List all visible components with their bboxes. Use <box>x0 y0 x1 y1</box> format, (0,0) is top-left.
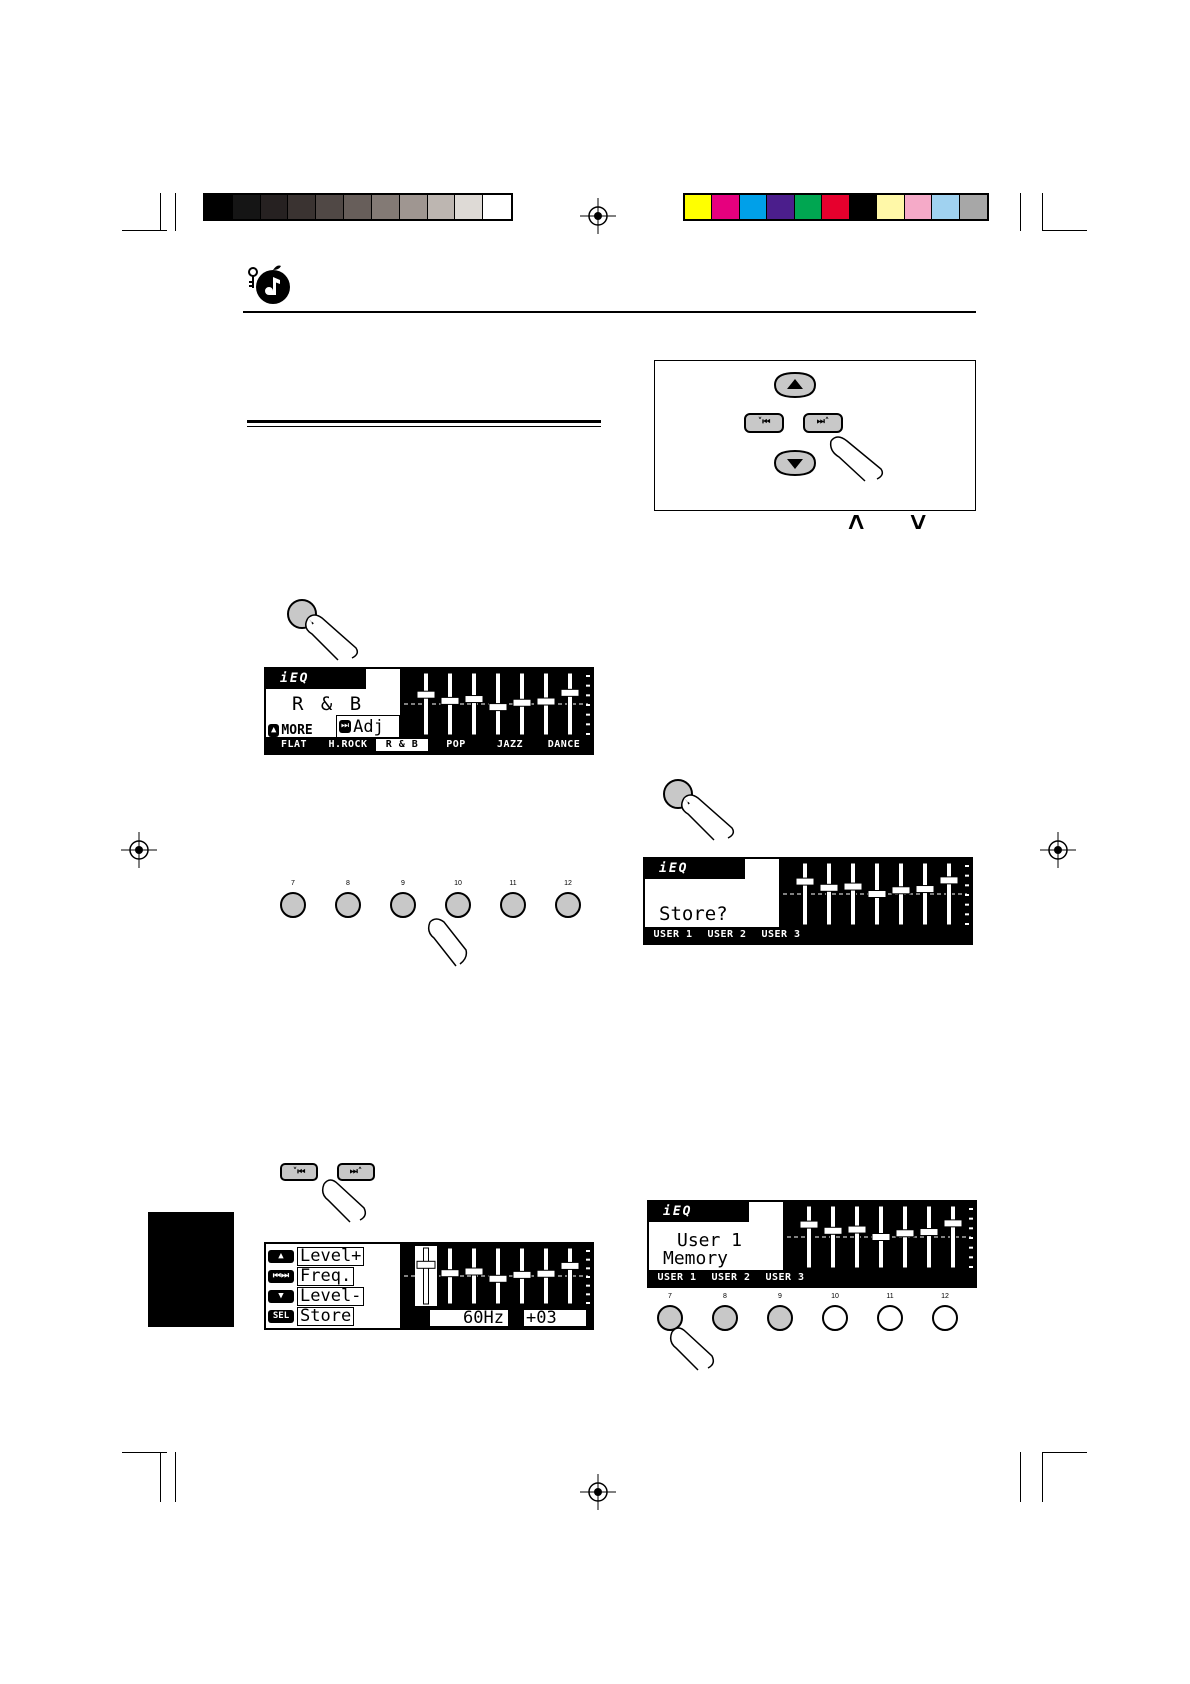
crop-mark <box>1042 1452 1087 1453</box>
color-patch <box>288 195 316 219</box>
level-value: +03 <box>524 1310 586 1326</box>
eq-slider-track <box>807 1206 812 1268</box>
eq-slider-graph <box>400 1244 592 1308</box>
eq-slider-knob <box>417 1261 435 1268</box>
color-patch <box>767 195 794 219</box>
eq-slider-knob <box>537 1270 555 1277</box>
eq-slider-knob <box>848 1226 866 1233</box>
adjust-menu-row <box>268 1306 354 1326</box>
color-patch <box>455 195 483 219</box>
preset-number-label: 12 <box>564 880 572 887</box>
header-rule <box>243 311 976 313</box>
tab-jazz: JAZZ <box>496 739 524 750</box>
crop-mark <box>175 1452 176 1502</box>
eq-slider-knob <box>940 877 958 884</box>
down-skip-back-button[interactable]: ˅⏮ <box>744 413 784 433</box>
pointing-finger-icon <box>320 1178 370 1224</box>
crop-mark <box>160 1452 161 1502</box>
preset-button-10[interactable] <box>445 892 471 918</box>
eq-scale-tick <box>586 1259 590 1261</box>
registration-target-icon <box>580 198 616 234</box>
ieq-badge: iEQ <box>645 859 745 879</box>
ieq-badge: iEQ <box>266 669 366 689</box>
skip-key-icon: ⏭ <box>341 721 350 731</box>
color-patch <box>795 195 822 219</box>
registration-target-icon <box>1040 832 1076 868</box>
eq-slider-knob <box>441 1270 459 1277</box>
eq-scale-tick <box>586 1276 590 1278</box>
eq-slider-knob <box>800 1221 818 1228</box>
adjust-menu-label: Store <box>297 1307 354 1326</box>
eq-scale-tick <box>586 1293 590 1295</box>
color-patch <box>483 195 511 219</box>
freq-value: 60Hz <box>430 1310 508 1326</box>
eq-scale-tick <box>586 704 590 706</box>
pointing-finger-icon <box>426 918 470 968</box>
up-skip-forward-button[interactable]: ⏭˄ <box>337 1163 375 1181</box>
eq-slider-track <box>851 863 856 925</box>
color-patch <box>905 195 932 219</box>
preset-number-label: 12 <box>941 1293 949 1300</box>
adj-label: Adj <box>353 716 384 737</box>
eq-slider-track <box>568 673 573 735</box>
store-prompt: Store? <box>659 903 728 925</box>
preset-button-12[interactable] <box>932 1305 958 1331</box>
crop-mark <box>1042 230 1087 231</box>
tab-empty <box>867 1270 919 1286</box>
user-tab-bar <box>649 1270 975 1286</box>
preset-button-8[interactable] <box>335 892 361 918</box>
memory-line-1: User 1 <box>677 1230 743 1251</box>
up-skip-forward-button[interactable]: ⏭˄ <box>803 413 843 433</box>
eq-scale-tick <box>969 1237 973 1239</box>
tab-r-b: R & B <box>376 739 428 751</box>
eq-scale-tick <box>969 1266 973 1268</box>
language-side-tab <box>148 1212 234 1327</box>
eq-preset-display <box>264 667 594 755</box>
eq-slider-track <box>923 863 928 925</box>
user-tab-bar <box>645 927 971 943</box>
color-patch <box>932 195 959 219</box>
adjust-readout <box>400 1308 592 1328</box>
eq-scale-tick <box>965 865 969 867</box>
tab-pop: POP <box>446 739 466 750</box>
eq-slider-track <box>424 1248 429 1304</box>
eq-slider-track <box>855 1206 860 1268</box>
press-button-icon <box>660 776 740 842</box>
eq-slider-knob <box>465 696 483 703</box>
tab-flat: FLAT <box>280 739 308 750</box>
up-key-icon: ▲ <box>268 724 279 737</box>
up-arrow-glyph: ˄ <box>848 507 865 538</box>
eq-slider-knob <box>920 1229 938 1236</box>
color-patch <box>960 195 987 219</box>
eq-slider-track <box>831 1206 836 1268</box>
eq-scale-tick <box>586 1267 590 1269</box>
eq-slider-knob <box>441 697 459 704</box>
crop-mark <box>1042 1452 1043 1502</box>
tab-user-1: USER 1 <box>657 1272 697 1283</box>
eq-slider-knob <box>896 1230 914 1237</box>
press-button-icon <box>284 596 364 662</box>
adj-key <box>336 715 400 737</box>
tab-dance: DANCE <box>547 739 581 750</box>
up-button-icon[interactable] <box>771 369 819 401</box>
eq-slider-knob <box>489 704 507 711</box>
eq-scale-tick <box>969 1208 973 1210</box>
eq-scale-tick <box>586 694 590 696</box>
preset-button-12[interactable] <box>555 892 581 918</box>
eq-slider-knob <box>916 886 934 893</box>
grayscale-calibration-strip <box>203 193 513 221</box>
tab-empty <box>921 1270 973 1286</box>
eq-scale-tick <box>586 723 590 725</box>
adjust-menu-row <box>268 1266 354 1286</box>
tab-empty <box>917 927 969 943</box>
preset-number-label: 9 <box>401 880 405 887</box>
adjust-menu-row <box>268 1286 364 1306</box>
color-patch <box>400 195 428 219</box>
preset-button-9[interactable] <box>767 1305 793 1331</box>
adjust-menu <box>268 1246 394 1328</box>
eq-scale-tick <box>969 1247 973 1249</box>
color-patch <box>344 195 372 219</box>
eq-scale-tick <box>965 884 969 886</box>
color-patch <box>428 195 456 219</box>
tab-empty <box>863 927 915 943</box>
eq-slider-track <box>947 863 952 925</box>
preset-number-label: 8 <box>723 1293 727 1300</box>
eq-store-display <box>643 857 973 945</box>
preset-number-label: 9 <box>778 1293 782 1300</box>
adjust-menu-label: Freq. <box>297 1267 354 1286</box>
adjust-menu-label: Level- <box>297 1287 364 1306</box>
eq-slider-knob <box>944 1220 962 1227</box>
color-patch <box>372 195 400 219</box>
crop-mark <box>1042 193 1043 231</box>
eq-slider-knob <box>892 887 910 894</box>
eq-scale-tick <box>586 675 590 677</box>
crop-mark <box>175 193 176 231</box>
tab-empty <box>813 1270 865 1286</box>
eq-scale-tick <box>965 875 969 877</box>
eq-slider-track <box>951 1206 956 1268</box>
section-rule <box>247 420 601 423</box>
eq-slider-track <box>424 673 429 735</box>
crop-mark <box>1020 193 1021 231</box>
key-icon: ▼ <box>268 1290 294 1303</box>
eq-slider-track <box>803 863 808 925</box>
eq-slider-knob <box>868 891 886 898</box>
eq-slider-track <box>472 1248 477 1304</box>
tab-user-3: USER 3 <box>761 929 801 940</box>
pointing-finger-icon <box>668 1326 718 1372</box>
eq-slider-knob <box>513 699 531 706</box>
section-rule <box>247 426 601 427</box>
eq-slider-knob <box>417 691 435 698</box>
eq-slider-track <box>472 673 477 735</box>
tab-user-3: USER 3 <box>765 1272 805 1283</box>
eq-slider-graph <box>779 859 971 929</box>
eq-scale-tick <box>965 913 969 915</box>
color-patch <box>850 195 877 219</box>
eq-slider-track <box>827 863 832 925</box>
tab-user-2: USER 2 <box>707 929 747 940</box>
eq-scale-tick <box>969 1256 973 1258</box>
preset-tab-bar <box>266 737 592 753</box>
preset-button-9[interactable] <box>390 892 416 918</box>
eq-slider-knob <box>561 1262 579 1269</box>
adjust-menu-label: Level+ <box>297 1247 364 1266</box>
key-icon: ⏮⏭ <box>268 1270 294 1283</box>
color-patch <box>877 195 904 219</box>
eq-adjust-display <box>264 1242 594 1330</box>
down-button-icon[interactable] <box>771 447 819 479</box>
sound-settings-icon <box>243 262 295 306</box>
color-calibration-strip <box>683 193 989 221</box>
eq-slider-graph <box>783 1202 975 1272</box>
color-patch <box>233 195 261 219</box>
registration-target-icon <box>121 832 157 868</box>
color-patch <box>740 195 767 219</box>
key-icon: SEL <box>268 1310 294 1323</box>
eq-scale-tick <box>969 1218 973 1220</box>
eq-slider-knob <box>796 878 814 885</box>
eq-slider-knob <box>513 1271 531 1278</box>
preset-number-label: 10 <box>831 1293 839 1300</box>
down-skip-back-button[interactable]: ˅⏮ <box>280 1163 318 1181</box>
eq-scale-tick <box>965 894 969 896</box>
ieq-badge: iEQ <box>649 1202 749 1222</box>
preset-button-7[interactable] <box>280 892 306 918</box>
eq-slider-knob <box>489 1275 507 1282</box>
eq-slider-track <box>568 1248 573 1304</box>
eq-scale-tick <box>586 1250 590 1252</box>
preset-name: R & B <box>292 693 365 715</box>
eq-scale-tick <box>586 1285 590 1287</box>
eq-slider-knob <box>820 884 838 891</box>
eq-scale-tick <box>586 733 590 735</box>
eq-scale-tick <box>965 923 969 925</box>
eq-slider-knob <box>561 689 579 696</box>
tab-user-1: USER 1 <box>653 929 693 940</box>
tab-empty <box>809 927 861 943</box>
down-arrow-glyph: ˅ <box>910 507 927 538</box>
preset-button-11[interactable] <box>877 1305 903 1331</box>
eq-scale-tick <box>586 714 590 716</box>
eq-slider-track <box>927 1206 932 1268</box>
preset-number-label: 7 <box>291 880 295 887</box>
adjust-menu-row <box>268 1246 364 1266</box>
color-patch <box>316 195 344 219</box>
eq-scale-tick <box>586 685 590 687</box>
eq-memory-display <box>647 1200 977 1288</box>
preset-button-10[interactable] <box>822 1305 848 1331</box>
eq-scale-tick <box>969 1227 973 1229</box>
color-patch <box>822 195 849 219</box>
more-label: MORE <box>281 722 313 738</box>
key-icon: ▲ <box>268 1250 294 1263</box>
color-patch <box>685 195 712 219</box>
eq-slider-knob <box>537 698 555 705</box>
color-patch <box>261 195 289 219</box>
remote-control-panel <box>654 360 976 511</box>
tab-user-2: USER 2 <box>711 1272 751 1283</box>
eq-slider-knob <box>465 1268 483 1275</box>
eq-scale-tick <box>965 904 969 906</box>
pointing-finger-icon <box>829 435 889 483</box>
memory-line-2: Memory <box>663 1248 729 1269</box>
color-patch <box>205 195 233 219</box>
preset-number-label: 11 <box>886 1293 894 1300</box>
crop-mark <box>160 193 161 231</box>
color-patch <box>712 195 739 219</box>
preset-number-label: 7 <box>668 1293 672 1300</box>
preset-button-11[interactable] <box>500 892 526 918</box>
tab-h-rock: H.ROCK <box>328 739 368 750</box>
preset-number-label: 10 <box>454 880 462 887</box>
preset-number-label: 8 <box>346 880 350 887</box>
eq-slider-knob <box>824 1227 842 1234</box>
eq-slider-graph <box>400 669 592 739</box>
eq-slider-knob <box>844 883 862 890</box>
eq-scale-tick <box>586 1302 590 1304</box>
crop-mark <box>1020 1452 1021 1502</box>
registration-target-icon <box>580 1474 616 1510</box>
eq-slider-knob <box>872 1234 890 1241</box>
preset-number-label: 11 <box>509 880 517 887</box>
